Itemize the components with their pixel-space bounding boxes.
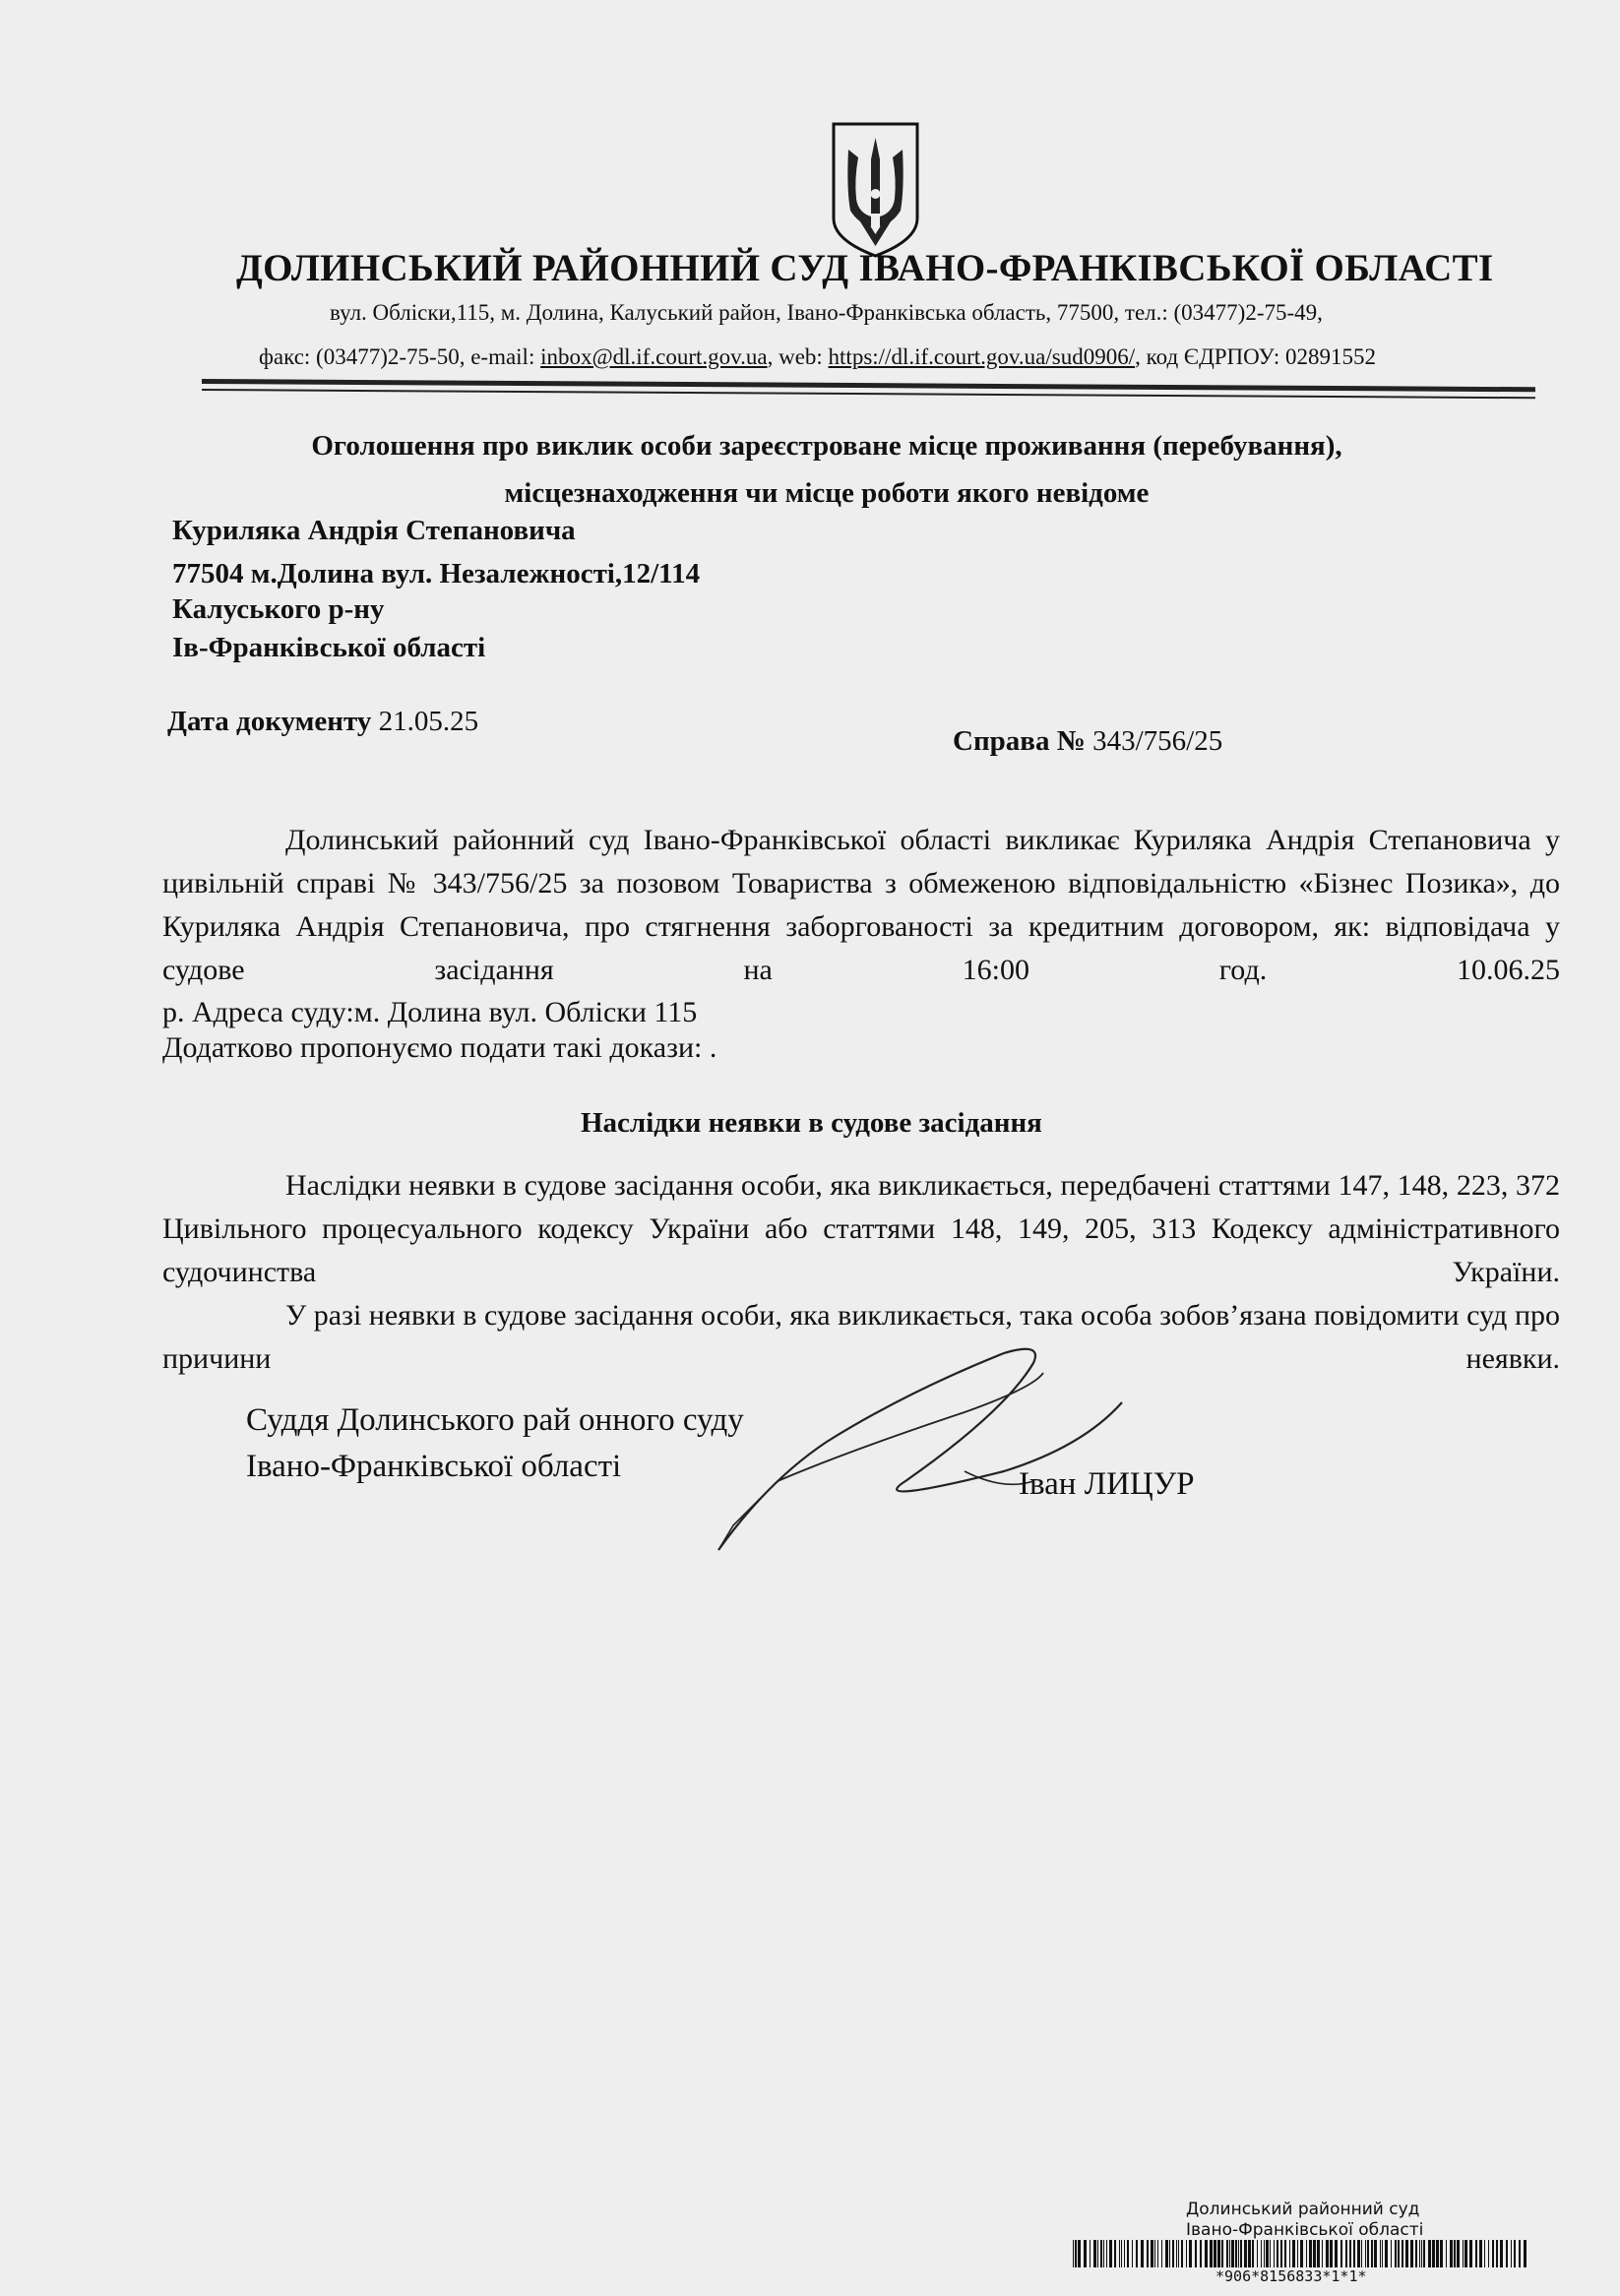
consequences-text: Наслідки неявки в судове засідання особи, яка викликається, передбачені статтями 147, 148, 223, 372 Цивільного процесуального кодексу України або статтями 148, 149, 205, 313 Кодексу адміністративного судочинства України. — [162, 1169, 1560, 1288]
case-number — [953, 725, 1222, 758]
judge-title-line2: Івано-Франківської області — [246, 1449, 622, 1484]
date-label: Дата документу — [167, 706, 372, 737]
evidence-request: Додатково пропонуємо подати такі докази: . — [162, 1031, 717, 1064]
summons-text: Долинський районний суд Івано-Франківської області викликає Куриляка Андрія Степановича у цивільній справі № 343/756/25 за позовом Товариства з обмеженою відповідальністю «Бізнес Позика», до Куриляка Андрія Степановича, про стягнення заборгованості за кредитним договором, як: відповідача у судове засідання на 16:00 год. 10.06.25 — [162, 824, 1560, 986]
notice-heading-line1: Оголошення про виклик особи зареєстроване місце проживання (перебування), — [311, 430, 1342, 462]
court-address: вул. Обліски,115, м. Долина, Калуський район, Івано-Франківська область, 77500, тел.: (03477)2-75-49, — [330, 300, 1323, 325]
case-label: Справа № — [953, 725, 1086, 757]
judge-title-line1: Суддя Долинського рай онного суду — [246, 1402, 744, 1438]
addressee-name: Куриляка Андрія Степановича — [172, 515, 576, 546]
tryzub-coat-of-arms-icon — [829, 120, 922, 260]
consequences-paragraph — [162, 1164, 1560, 1294]
document-date — [167, 706, 478, 738]
edrpou-code: , код ЄДРПОУ: 02891552 — [1135, 344, 1377, 369]
court-contacts — [259, 344, 1376, 370]
stamp-court-name: Долинський районний суд — [1186, 2200, 1420, 2219]
website-link[interactable]: https://dl.if.court.gov.ua/sud0906/ — [828, 344, 1136, 369]
addressee-district: Калуського р-ну — [172, 593, 385, 625]
consequences-heading: Наслідки неявки в судове засідання — [581, 1107, 1042, 1139]
court-address-line: р. Адреса суду:м. Долина вул. Обліски 115 — [162, 996, 698, 1028]
handwritten-signature — [709, 1334, 1161, 1560]
absence-notice-text: У разі неявки в судове засідання особи, яка викликається, така особа зобов’язана повідомити суд про причини неявки. — [162, 1299, 1560, 1375]
addressee-region: Ів-Франківської області — [172, 632, 486, 663]
date-value: 21.05.25 — [371, 706, 479, 737]
fax-label: факс: (03477)2-75-50, e-mail: — [259, 344, 541, 369]
web-label: , web: — [767, 344, 829, 369]
barcode-text: *906*8156833*1*1* — [1215, 2267, 1367, 2285]
summons-paragraph — [162, 819, 1560, 992]
notice-heading-line2: місцезнаходження чи місце роботи якого невідоме — [504, 477, 1150, 509]
barcode — [1073, 2240, 1530, 2267]
addressee-street: 77504 м.Долина вул. Незалежності,12/114 — [172, 558, 701, 590]
case-value: 343/756/25 — [1085, 725, 1223, 757]
judge-name: Іван ЛИЦУР — [1019, 1466, 1195, 1502]
court-name: ДОЛИНСЬКИЙ РАЙОННИЙ СУД ІВАНО-ФРАНКІВСЬКОЇ ОБЛАСТІ — [236, 247, 1494, 289]
email-link[interactable]: inbox@dl.if.court.gov.ua — [540, 344, 768, 369]
stamp-court-region: Івано-Франківської області — [1186, 2220, 1424, 2240]
